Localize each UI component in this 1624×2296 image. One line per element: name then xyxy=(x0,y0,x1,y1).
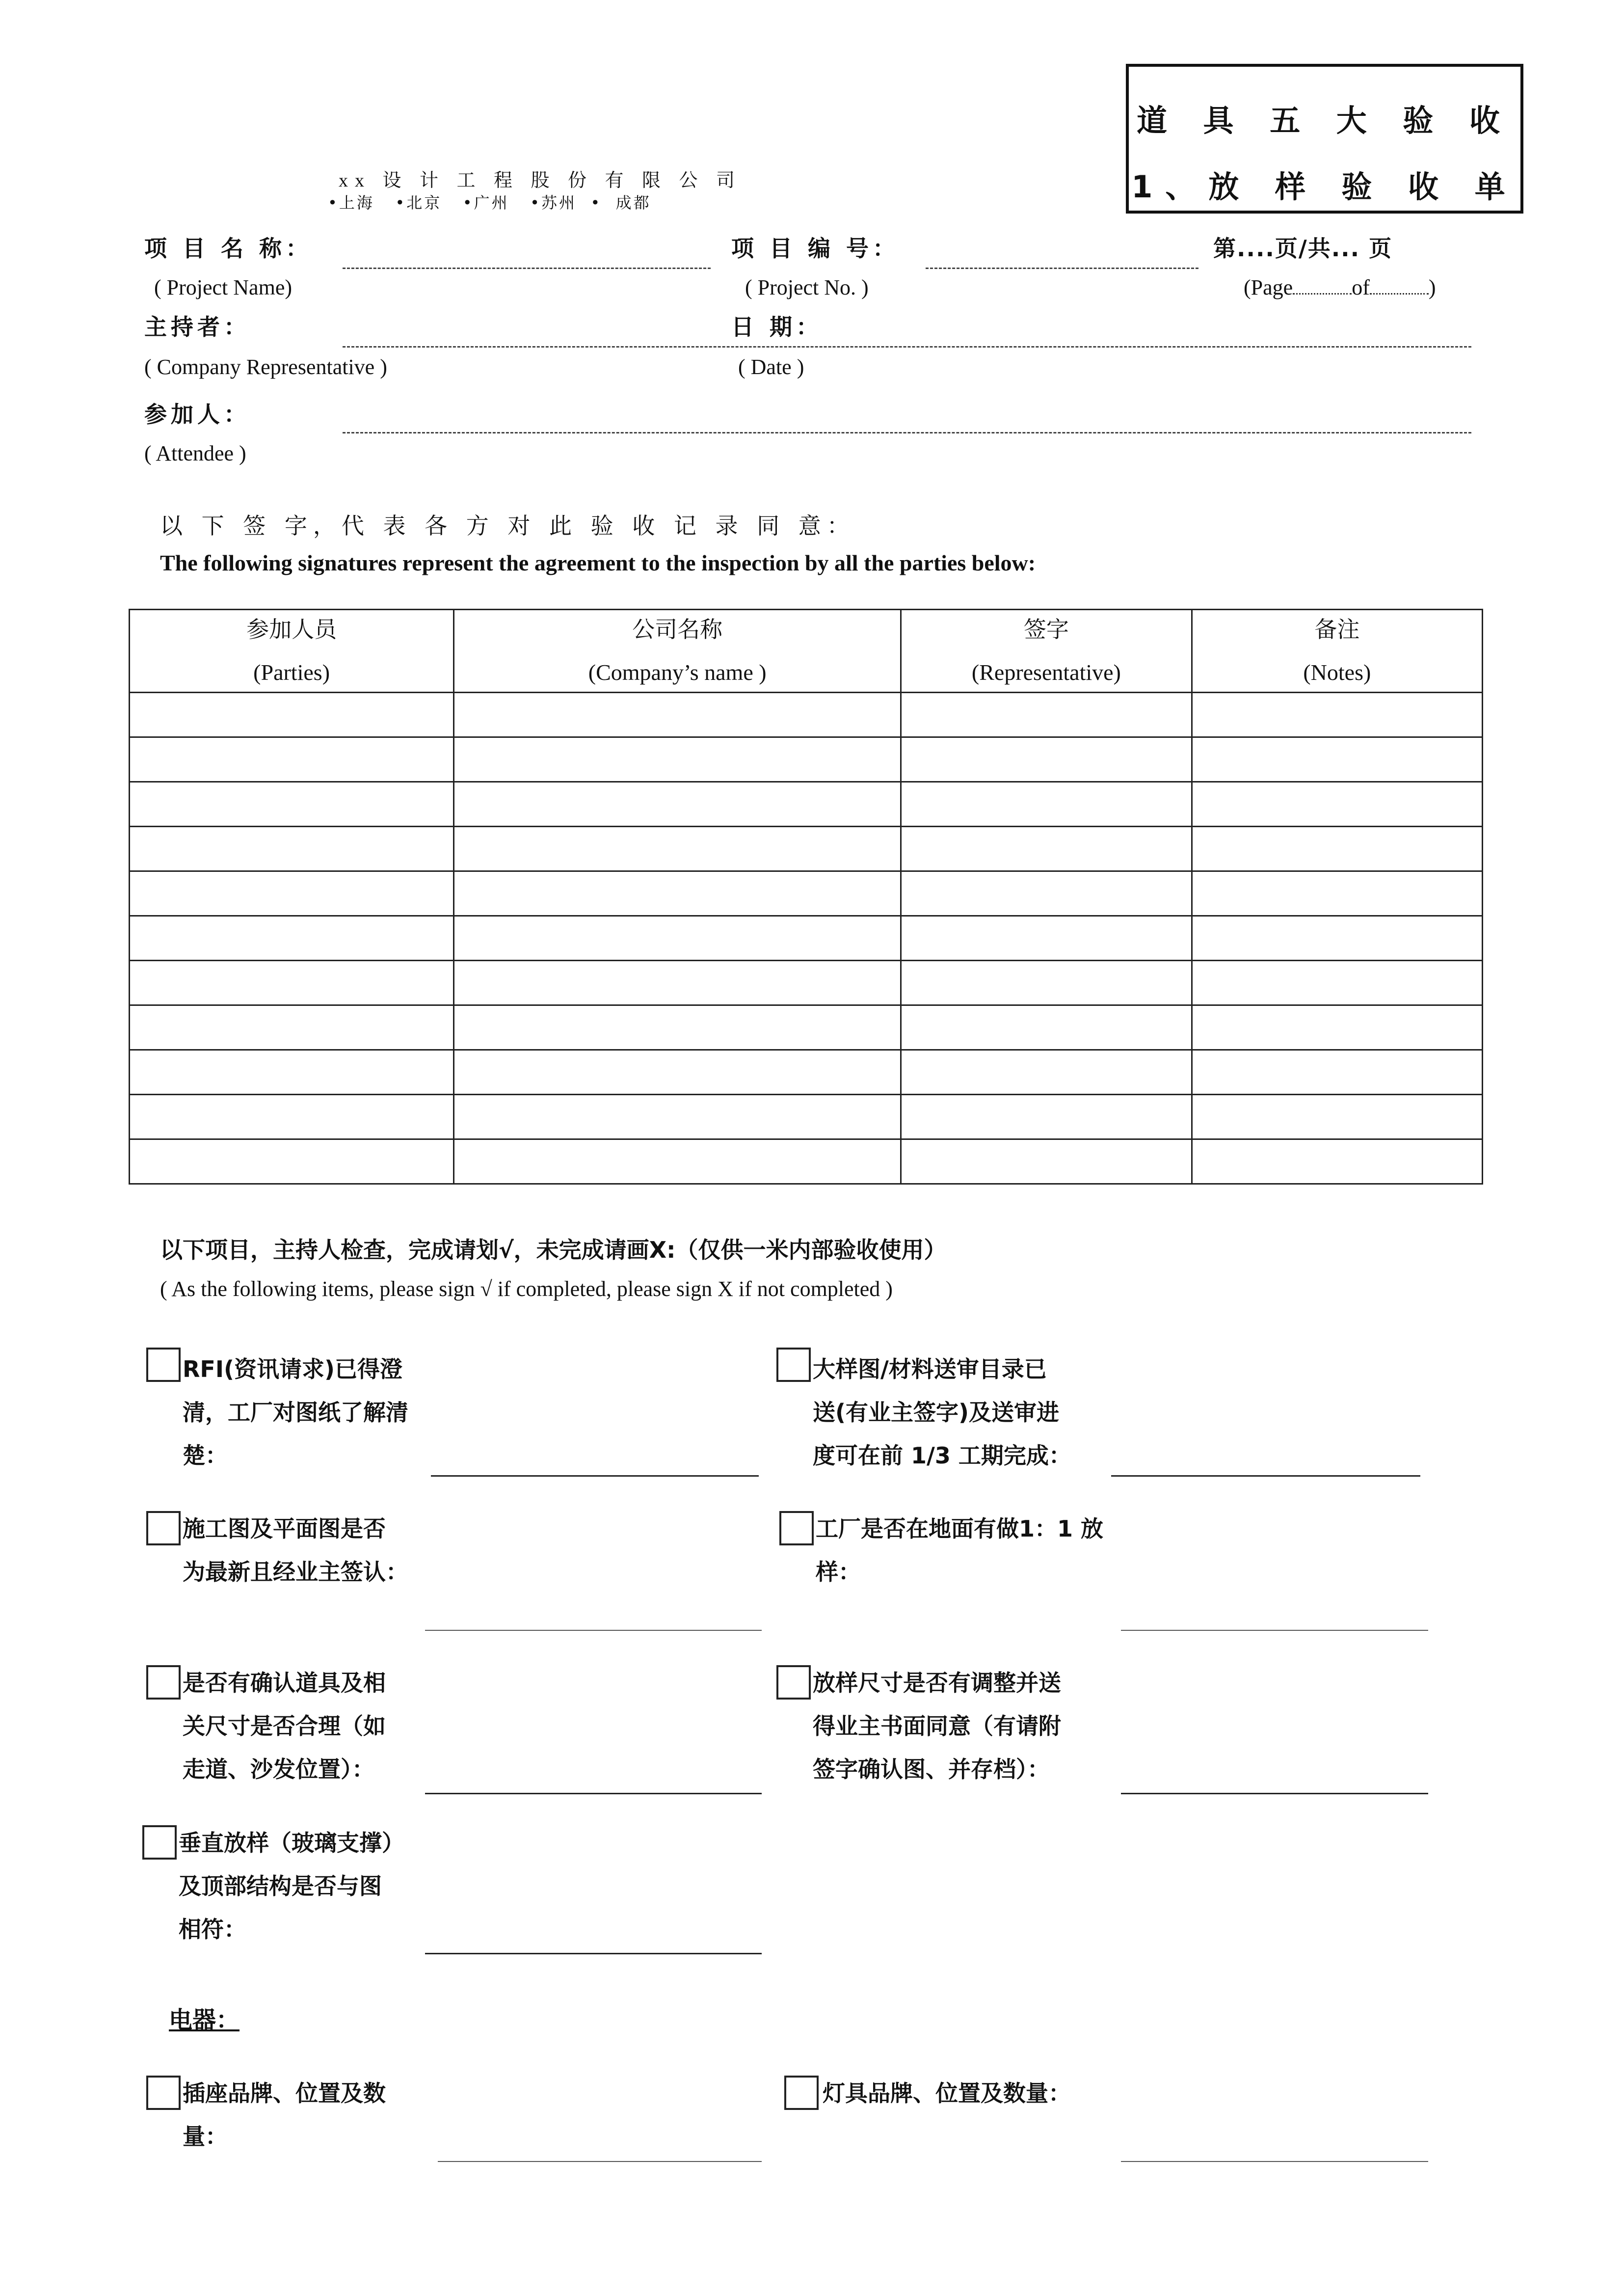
vertical-checkbox[interactable] xyxy=(142,1825,177,1860)
parties-cell[interactable] xyxy=(130,961,454,1005)
notes-cell[interactable] xyxy=(1192,961,1482,1005)
title-sub: 1、放 样 验 收 单 xyxy=(1131,169,1518,205)
notes-cell[interactable] xyxy=(1192,1139,1482,1184)
project-no-label: 项 目 编 号： xyxy=(731,235,900,262)
representative-cell[interactable] xyxy=(901,693,1192,737)
table-header-row xyxy=(130,610,1483,693)
page-total-field[interactable] xyxy=(1370,293,1429,295)
construction-answer-line[interactable] xyxy=(425,1630,762,1631)
page-count-en xyxy=(1244,275,1436,300)
host-label: 主持者： xyxy=(144,314,250,340)
parties-cell[interactable] xyxy=(130,916,454,961)
company-cities: •上海 •北京 •广州 •苏州 • 成都 xyxy=(328,193,651,212)
notes-cell[interactable] xyxy=(1192,1095,1482,1139)
checklist-intro-en: ( As the following items, please sign √ if completed, please sign X if not completed ) xyxy=(160,1277,893,1301)
adjust-text: 放样尺寸是否有调整并送 得业主书面同意（有请附 签字确认图、并存档）： xyxy=(813,1670,1061,1783)
notes-cell[interactable] xyxy=(1192,827,1482,871)
confirm-checkbox[interactable] xyxy=(146,1665,181,1700)
agreement-en: The following signatures represent the agreement to the inspection by all the parties below: xyxy=(160,550,1036,575)
company-cell[interactable] xyxy=(454,1095,901,1139)
construction-checkbox[interactable] xyxy=(146,1511,181,1545)
company-cell[interactable] xyxy=(454,693,901,737)
project-no-field[interactable] xyxy=(926,268,1198,269)
lamp-checkbox[interactable] xyxy=(784,2076,819,2110)
representative-cell[interactable] xyxy=(901,1095,1192,1139)
company-cell[interactable] xyxy=(454,1050,901,1095)
company-cell[interactable] xyxy=(454,871,901,916)
title-box xyxy=(1126,64,1523,214)
representative-cell[interactable] xyxy=(901,1050,1192,1095)
electrical-title: 电器： xyxy=(169,2006,240,2034)
attendee-label: 参加人： xyxy=(144,401,250,428)
agreement-cn: 以 下 签 字，代 表 各 方 对 此 验 收 记 录 同 意： xyxy=(160,513,855,539)
col-representative: 签字 (Representative) xyxy=(901,610,1192,693)
company-cell[interactable] xyxy=(454,827,901,871)
table-row xyxy=(130,1050,1483,1095)
parties-cell[interactable] xyxy=(130,1005,454,1050)
notes-cell[interactable] xyxy=(1192,1050,1482,1095)
notes-cell[interactable] xyxy=(1192,782,1482,827)
sample-answer-line[interactable] xyxy=(1111,1475,1420,1477)
company-cell[interactable] xyxy=(454,782,901,827)
host-date-field[interactable] xyxy=(343,346,1471,348)
representative-cell[interactable] xyxy=(901,961,1192,1005)
table-row xyxy=(130,737,1483,782)
representative-cell[interactable] xyxy=(901,916,1192,961)
socket-text: 插座品牌、位置及数 量： xyxy=(183,2080,386,2150)
table-row xyxy=(130,871,1483,916)
table-row xyxy=(130,693,1483,737)
parties-cell[interactable] xyxy=(130,1095,454,1139)
project-name-en: ( Project Name) xyxy=(154,275,292,299)
page-number-field[interactable] xyxy=(1293,293,1352,295)
socket-answer-line[interactable] xyxy=(438,2161,762,2162)
table-row xyxy=(130,916,1483,961)
factory-answer-line[interactable] xyxy=(1121,1630,1428,1631)
company-cell[interactable] xyxy=(454,961,901,1005)
representative-cell[interactable] xyxy=(901,1005,1192,1050)
representative-cell[interactable] xyxy=(901,827,1192,871)
lamp-text: 灯具品牌、位置及数量： xyxy=(823,2080,1071,2107)
socket-checkbox[interactable] xyxy=(146,2076,181,2110)
rfi-text: RFI(资讯请求)已得澄 清，工厂对图纸了解清 楚： xyxy=(183,1356,408,1469)
construction-text: 施工图及平面图是否 为最新且经业主签认： xyxy=(183,1515,408,1585)
page-en-prefix: (Page xyxy=(1244,275,1293,299)
company-cell[interactable] xyxy=(454,916,901,961)
sample-text: 大样图/材料送审目录已 送(有业主签字)及送审进 度可在前 1/3 工期完成： xyxy=(813,1356,1071,1469)
parties-cell[interactable] xyxy=(130,693,454,737)
company-cell[interactable] xyxy=(454,1005,901,1050)
host-en: ( Company Representative ) xyxy=(144,355,387,379)
parties-cell[interactable] xyxy=(130,737,454,782)
parties-cell[interactable] xyxy=(130,871,454,916)
notes-cell[interactable] xyxy=(1192,1005,1482,1050)
table-row xyxy=(130,1139,1483,1184)
parties-cell[interactable] xyxy=(130,782,454,827)
project-name-field[interactable] xyxy=(343,268,711,269)
attendee-field[interactable] xyxy=(343,432,1471,433)
confirm-answer-line[interactable] xyxy=(425,1793,762,1794)
checklist-intro-cn: 以下项目，主持人检查，完成请划√，未完成请画X:（仅供一米内部验收使用） xyxy=(160,1237,947,1263)
date-en: ( Date ) xyxy=(738,355,804,379)
parties-cell[interactable] xyxy=(130,827,454,871)
notes-cell[interactable] xyxy=(1192,737,1482,782)
parties-cell[interactable] xyxy=(130,1139,454,1184)
table-row xyxy=(130,782,1483,827)
notes-cell[interactable] xyxy=(1192,871,1482,916)
adjust-checkbox[interactable] xyxy=(776,1665,811,1700)
parties-cell[interactable] xyxy=(130,1050,454,1095)
rfi-answer-line[interactable] xyxy=(431,1475,759,1477)
company-name: xx 设 计 工 程 股 份 有 限 公 司 xyxy=(339,170,742,191)
date-label: 日 期： xyxy=(731,314,823,340)
page-en-of: of xyxy=(1352,275,1370,299)
company-cell[interactable] xyxy=(454,1139,901,1184)
table-row xyxy=(130,1005,1483,1050)
table-row xyxy=(130,961,1483,1005)
table-row xyxy=(130,827,1483,871)
table-row xyxy=(130,1095,1483,1139)
representative-cell[interactable] xyxy=(901,737,1192,782)
col-notes: 备注 (Notes) xyxy=(1192,610,1482,693)
page-count-label: 第....页/共... 页 xyxy=(1213,235,1393,262)
notes-cell[interactable] xyxy=(1192,693,1482,737)
signature-table xyxy=(129,609,1483,1185)
representative-cell[interactable] xyxy=(901,1139,1192,1184)
notes-cell[interactable] xyxy=(1192,916,1482,961)
project-name-label: 项 目 名 称： xyxy=(144,235,313,262)
factory-checkbox[interactable] xyxy=(779,1511,814,1545)
project-no-en: ( Project No. ) xyxy=(745,275,869,299)
adjust-answer-line[interactable] xyxy=(1121,1793,1428,1794)
page-en-suffix: ) xyxy=(1428,275,1436,299)
vertical-answer-line[interactable] xyxy=(425,1953,762,1954)
attendee-en: ( Attendee ) xyxy=(144,441,246,465)
col-parties: 参加人员 (Parties) xyxy=(130,610,454,693)
representative-cell[interactable] xyxy=(901,871,1192,916)
col-company: 公司名称 (Company’s name ) xyxy=(454,610,901,693)
sample-checkbox[interactable] xyxy=(776,1348,811,1382)
representative-cell[interactable] xyxy=(901,782,1192,827)
confirm-text: 是否有确认道具及相 关尺寸是否合理（如 走道、沙发位置）： xyxy=(183,1670,386,1783)
vertical-text: 垂直放样（玻璃支撑） 及顶部结构是否与图 相符： xyxy=(179,1830,404,1943)
rfi-checkbox[interactable] xyxy=(146,1348,181,1382)
lamp-answer-line[interactable] xyxy=(1121,2161,1428,2162)
factory-text: 工厂是否在地面有做1：1 放 样： xyxy=(816,1515,1104,1585)
company-cell[interactable] xyxy=(454,737,901,782)
title-main: 道 具 五 大 验 收 xyxy=(1137,103,1513,138)
